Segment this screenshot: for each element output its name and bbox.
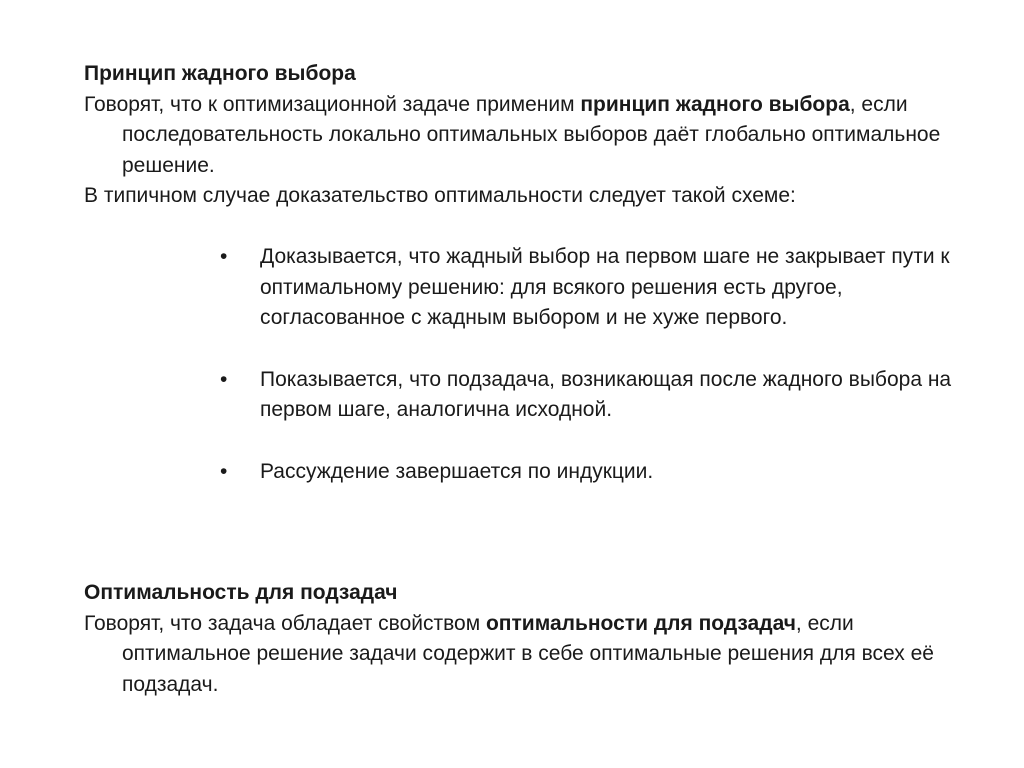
definition-paragraph	[84, 609, 984, 701]
list-item-text: Рассуждение завершается по индукции.	[260, 459, 654, 483]
list-item	[220, 457, 980, 488]
proof-steps-list	[220, 242, 980, 518]
bullet-icon: •	[220, 459, 228, 483]
section-optimal-substructure	[84, 578, 984, 700]
section-greedy-choice	[84, 59, 984, 212]
list-item	[220, 242, 980, 334]
list-item-text: Доказывается, что жадный выбор на первом шаге не закрывает пути к оптимальному решению: для всякого решения есть другое, согласованное с жадным выбором и не хуже первого.	[260, 245, 950, 329]
definition-text-pre: Говорят, что к оптимизационной задаче применим	[84, 92, 581, 116]
definition-text-post: , если последовательность локально оптимальных выборов даёт глобально оптимальное решение.	[122, 92, 941, 177]
section-heading: Оптимальность для подзадач	[84, 581, 398, 604]
section-heading: Принцип жадного выбора	[84, 62, 356, 85]
definition-paragraph	[84, 90, 984, 182]
bullet-icon: •	[220, 245, 228, 268]
list-item-text: Показывается, что подзадача, возникающая после жадного выбора на первом шаге, аналогична исходной.	[260, 367, 952, 421]
definition-term: оптимальности для подзадач	[485, 611, 796, 635]
list-item	[220, 365, 980, 426]
bullet-icon: •	[220, 367, 228, 391]
definition-text-post: , если оптимальное решение задачи содержит в себе оптимальные решения для всех её подзадач.	[122, 611, 934, 696]
scheme-intro-paragraph: В типичном случае доказательство оптимальности следует такой схеме:	[84, 184, 796, 207]
definition-text-pre: Говорят, что задача обладает свойством	[84, 611, 486, 635]
definition-term: принцип жадного выбора	[580, 92, 850, 116]
